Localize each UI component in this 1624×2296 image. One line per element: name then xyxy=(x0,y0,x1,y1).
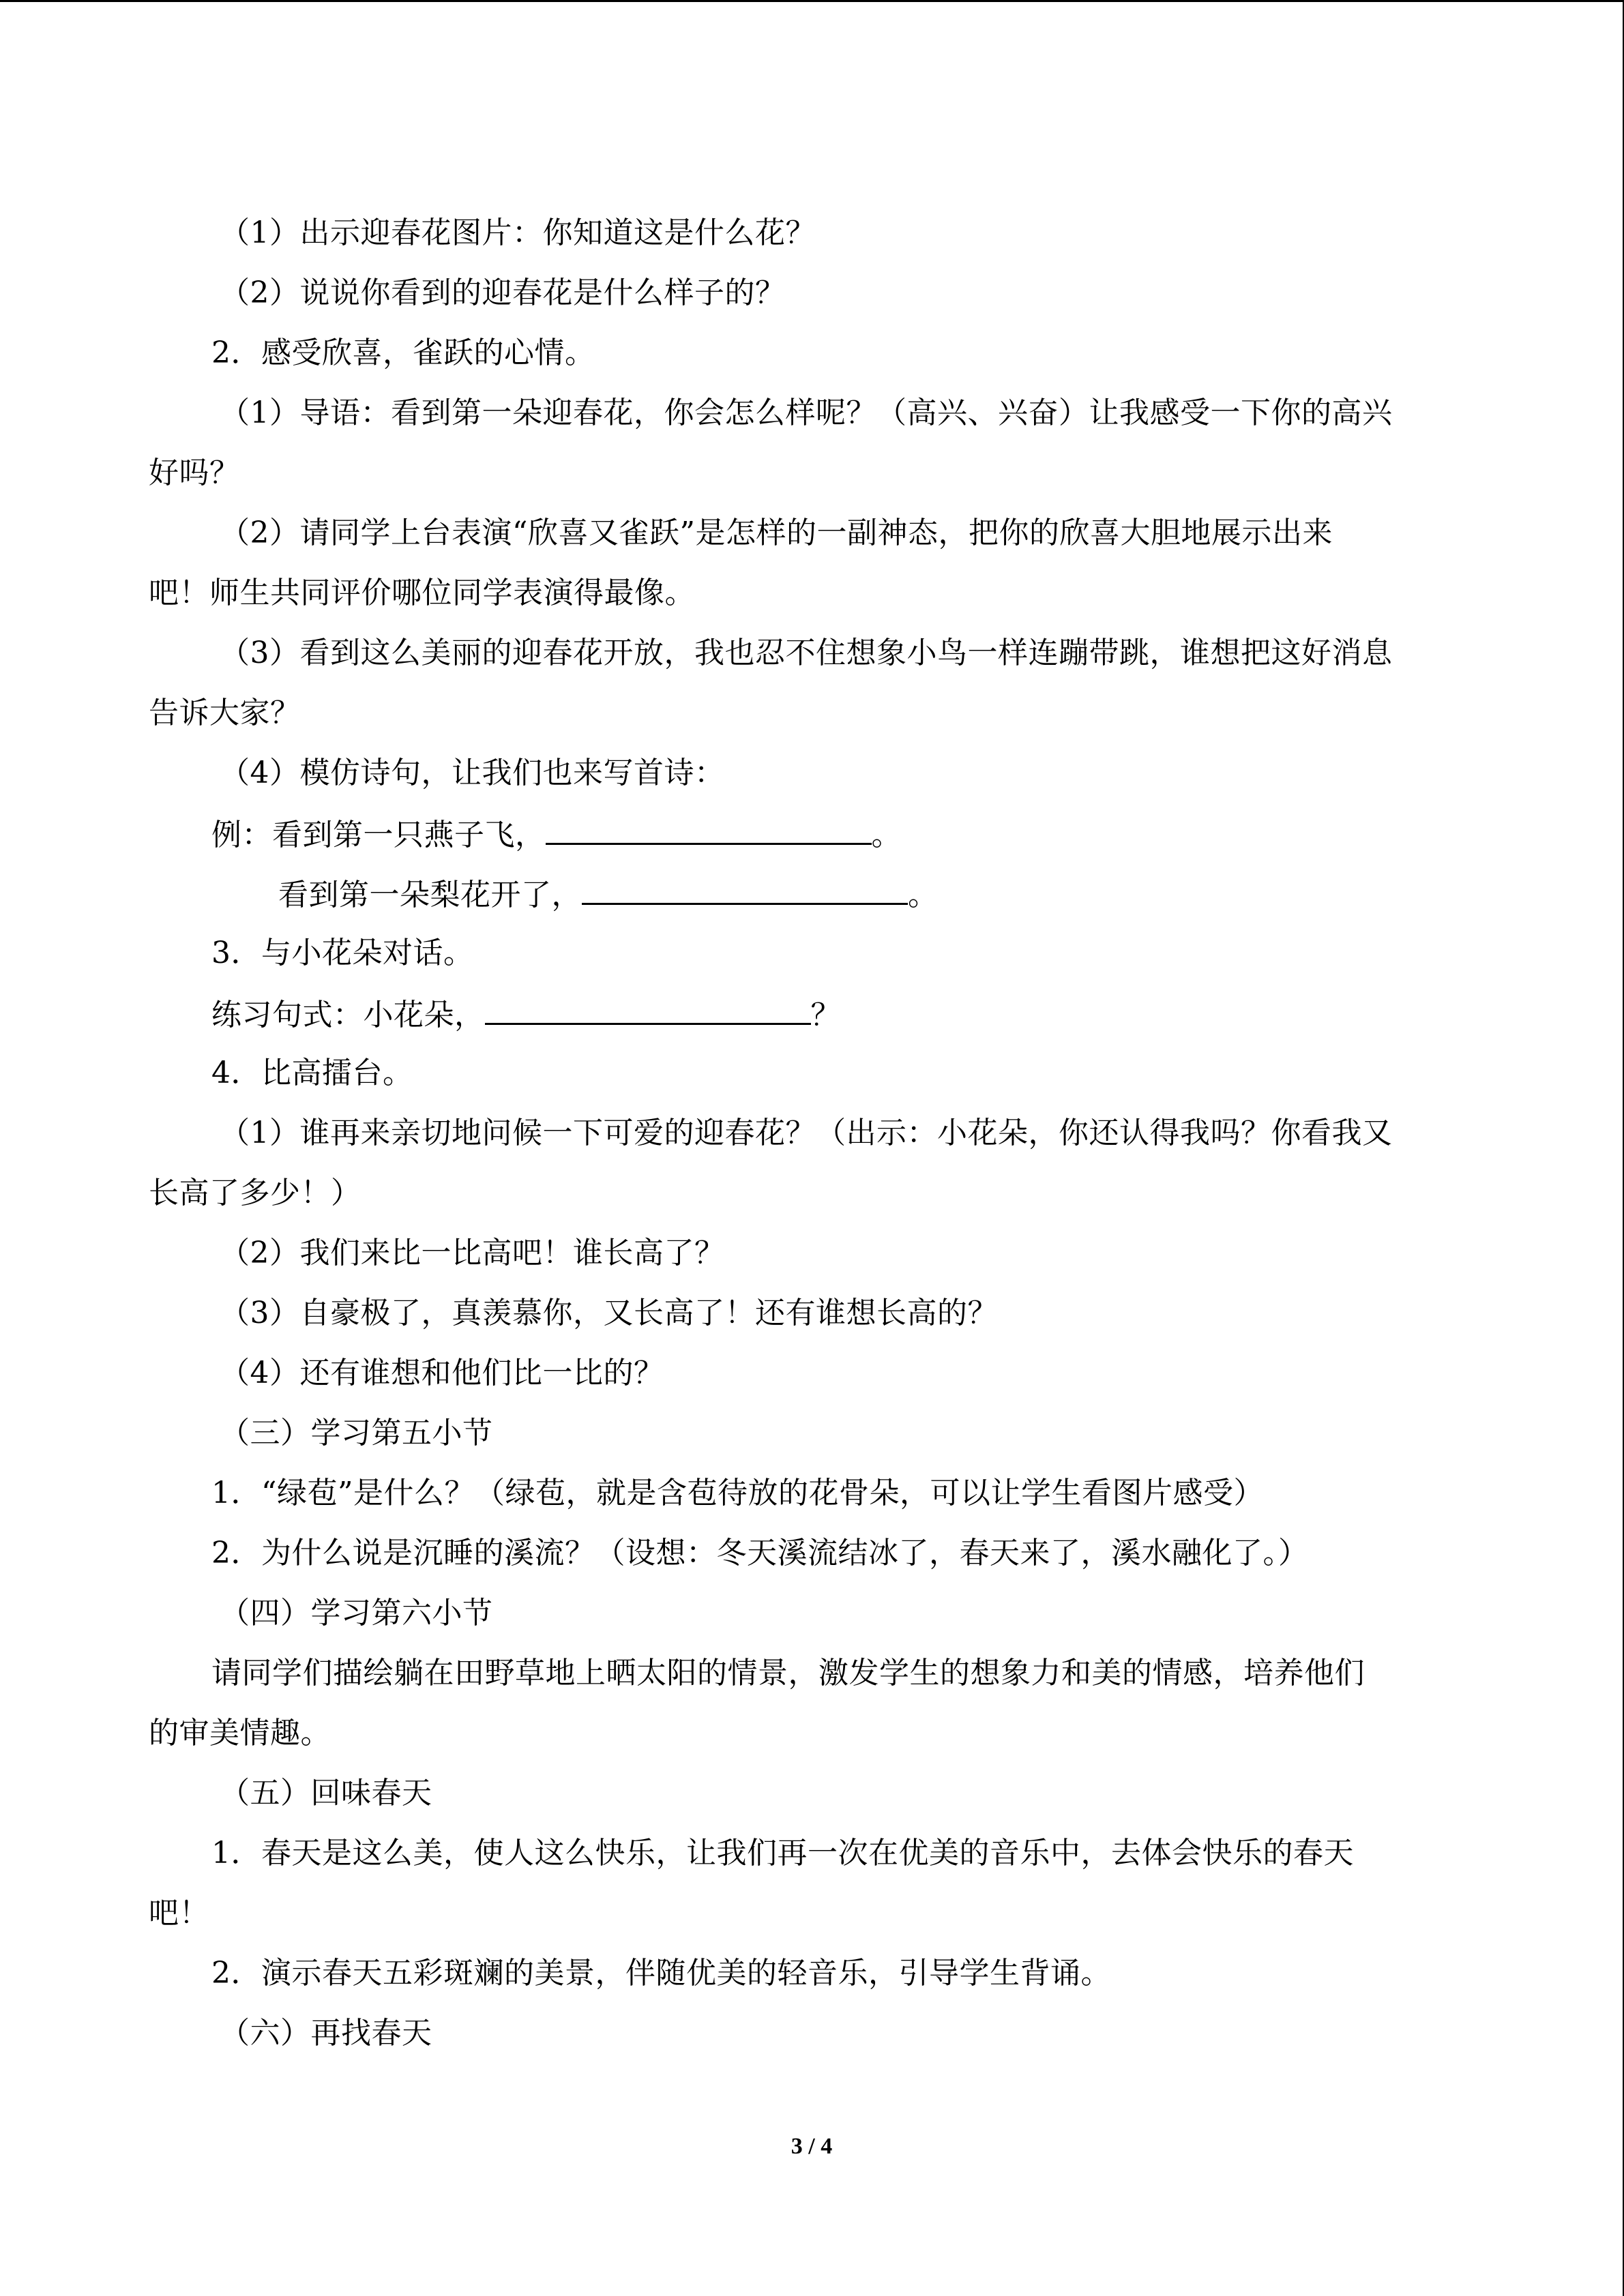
section-heading: （四）学习第六小节 xyxy=(220,1596,493,1630)
practice-sentence xyxy=(211,993,841,1034)
paragraph-line: （3）自豪极了，真羡慕你，又长高了！还有谁想长高的？ xyxy=(220,1296,998,1330)
paragraph-line: （1）谁再来亲切地问候一下可爱的迎春花？（出示：小花朵，你还认得我吗？你看我又 xyxy=(220,1116,1393,1150)
section-item: 3．与小花朵对话。 xyxy=(211,936,474,970)
paragraph-line: 好吗？ xyxy=(149,456,240,490)
example-line-2-text: 看到第一朵梨花开了， xyxy=(278,878,582,912)
paragraph-line: （4）还有谁想和他们比一比的？ xyxy=(220,1356,664,1390)
paragraph-line: （3）看到这么美丽的迎春花开放，我也忍不住想象小鸟一样连蹦带跳，谁想把这好消息 xyxy=(220,636,1393,670)
section-heading: （三）学习第五小节 xyxy=(220,1416,493,1450)
practice-sentence-text: 练习句式：小花朵， xyxy=(211,998,485,1032)
paragraph-line: （2）说说你看到的迎春花是什么样子的？ xyxy=(220,275,786,310)
example-line-1-text: 例：看到第一只燕子飞， xyxy=(211,818,546,852)
paragraph-line: （2）我们来比一比高吧！谁长高了？ xyxy=(220,1236,725,1270)
example-line-2 xyxy=(278,873,939,914)
section-item: 4．比高擂台。 xyxy=(211,1056,413,1090)
paragraph-line: （1）导语：看到第一朵迎春花，你会怎么样呢？（高兴、兴奋）让我感受一下你的高兴 xyxy=(220,396,1393,430)
section-heading: （五）回味春天 xyxy=(220,1776,432,1810)
paragraph-line: （4）模仿诗句，让我们也来写首诗： xyxy=(220,756,725,790)
paragraph-line: （1）出示迎春花图片：你知道这是什么花？ xyxy=(220,215,816,250)
paragraph-line: （2）请同学上台表演“欣喜又雀跃”是怎样的一副神态，把你的欣喜大胆地展示出来 xyxy=(220,516,1333,550)
paragraph-line: 请同学们描绘躺在田野草地上晒太阳的情景，激发学生的想象力和美的情感，培养他们 xyxy=(211,1656,1365,1690)
example-line-2-end: 。 xyxy=(908,878,939,912)
paragraph-line: 吧！ xyxy=(149,1896,209,1930)
practice-sentence-end: ？ xyxy=(810,998,841,1032)
fill-in-blank xyxy=(582,873,908,905)
section-item: 1．“绿苞”是什么？（绿苞，就是含苞待放的花骨朵，可以让学生看图片感受） xyxy=(211,1476,1264,1510)
example-line-1 xyxy=(211,813,902,854)
example-line-1-end: 。 xyxy=(871,818,902,852)
paragraph-line: 吧！师生共同评价哪位同学表演得最像。 xyxy=(149,576,695,610)
section-item: 1．春天是这么美，使人这么快乐，让我们再一次在优美的音乐中，去体会快乐的春天 xyxy=(211,1836,1354,1870)
section-item: 2．为什么说是沉睡的溪流？（设想：冬天溪流结冰了，春天来了，溪水融化了。） xyxy=(211,1536,1309,1570)
paragraph-line: 的审美情趣。 xyxy=(149,1716,331,1750)
top-border-line xyxy=(0,0,1624,2)
paragraph-line: 告诉大家？ xyxy=(149,696,301,730)
section-item: 2．感受欣喜，雀跃的心情。 xyxy=(211,336,595,370)
section-heading: （六）再找春天 xyxy=(220,2016,432,2051)
section-item: 2．演示春天五彩斑斓的美景，伴随优美的轻音乐，引导学生背诵。 xyxy=(211,1956,1111,1991)
fill-in-blank xyxy=(485,993,811,1025)
page-number: 3 / 4 xyxy=(791,2134,833,2159)
paragraph-line: 长高了多少！） xyxy=(149,1176,361,1210)
fill-in-blank xyxy=(546,813,872,845)
